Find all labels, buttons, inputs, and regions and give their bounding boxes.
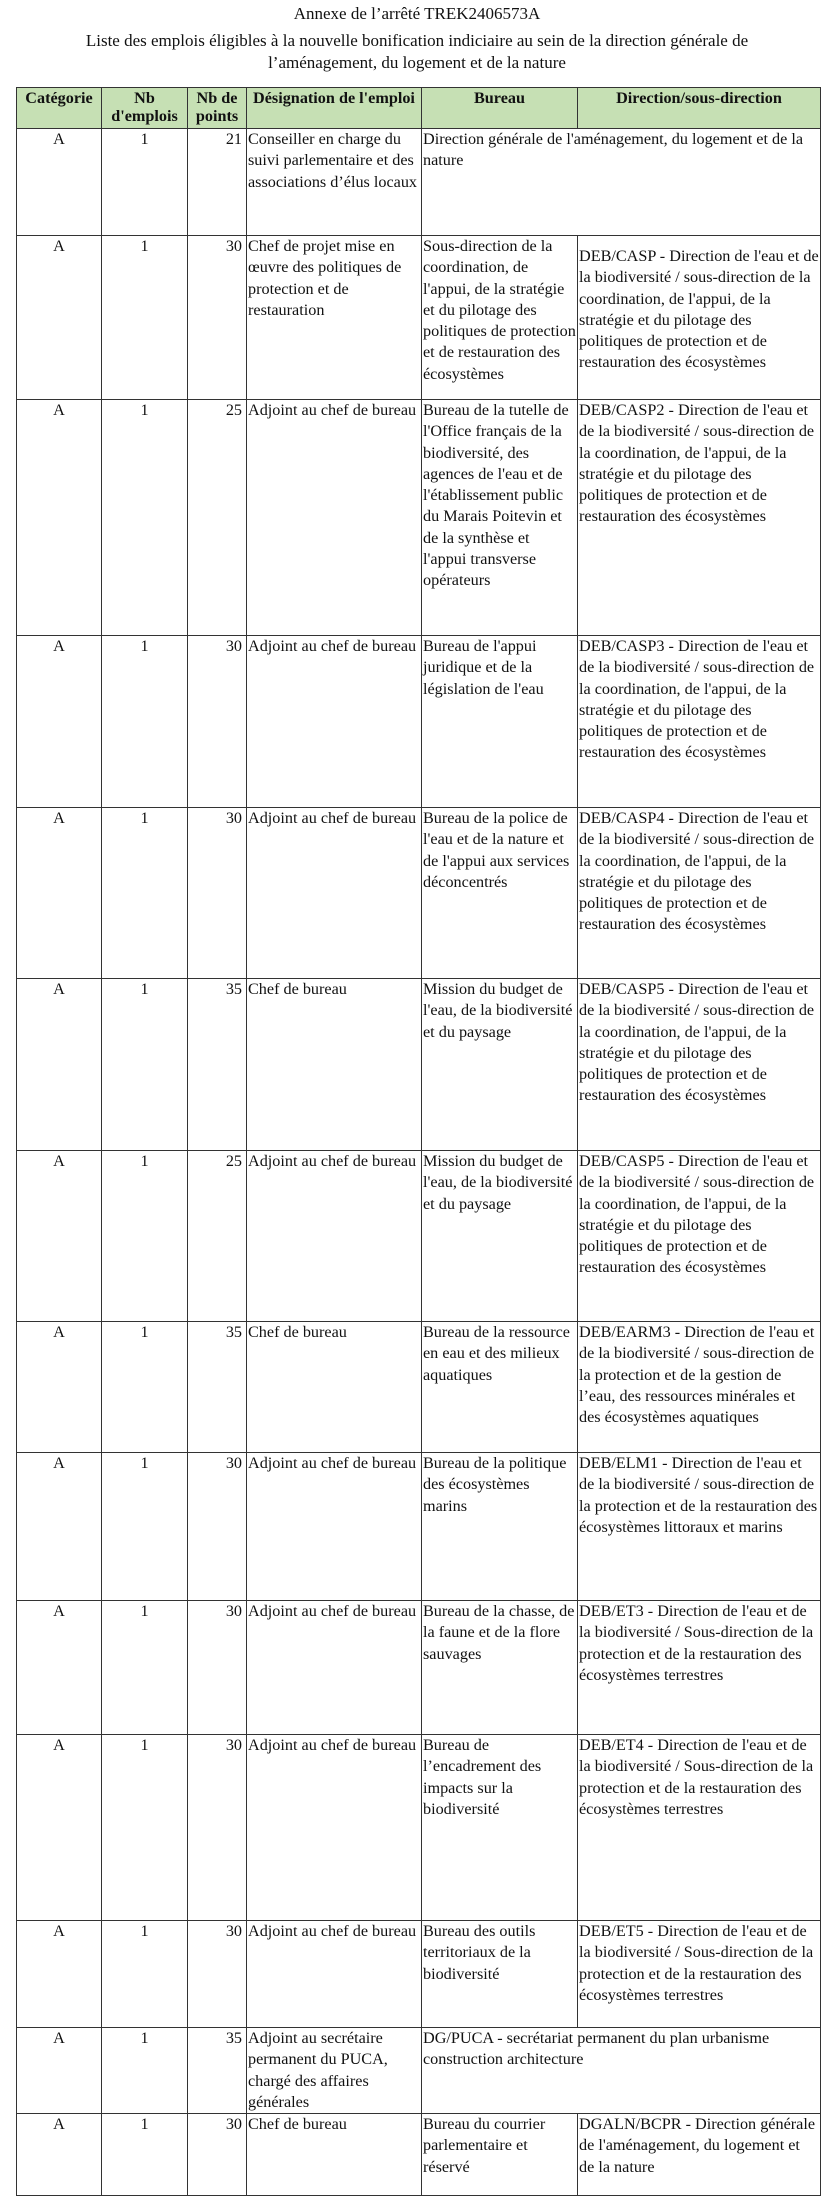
cell-categorie: A xyxy=(17,1921,102,2028)
cell-bureau: Bureau de la police de l'eau et de la nature et de l'appui aux services déconcentrés xyxy=(422,808,578,979)
cell-designation: Chef de projet mise en œuvre des politiques de protection et de restauration xyxy=(247,236,422,400)
cell-nb-points: 35 xyxy=(188,979,247,1151)
cell-designation: Adjoint au chef de bureau xyxy=(247,1453,422,1601)
cell-categorie: A xyxy=(17,400,102,636)
cell-categorie: A xyxy=(17,808,102,979)
cell-nb-emplois: 1 xyxy=(102,1601,188,1735)
cell-categorie: A xyxy=(17,1151,102,1322)
cell-categorie: A xyxy=(17,2028,102,2114)
cell-bureau-merged: Direction générale de l'aménagement, du logement et de la nature xyxy=(422,129,821,236)
cell-direction: DEB/ET5 - Direction de l'eau et de la biodiversité / Sous-direction de la protection et de la restauration des écosystèmes terrestres xyxy=(578,1921,821,2028)
cell-categorie: A xyxy=(17,129,102,236)
cell-nb-points: 30 xyxy=(188,636,247,808)
cell-categorie: A xyxy=(17,1735,102,1921)
table-row xyxy=(17,1735,821,1921)
cell-nb-emplois: 1 xyxy=(102,1151,188,1322)
cell-nb-emplois: 1 xyxy=(102,1735,188,1921)
cell-nb-emplois: 1 xyxy=(102,236,188,400)
cell-bureau: Sous-direction de la coordination, de l'appui, de la stratégie et du pilotage des politiques de protection et de restauration des écosystèmes xyxy=(422,236,578,400)
cell-categorie: A xyxy=(17,1453,102,1601)
cell-direction: DEB/CASP5 - Direction de l'eau et de la biodiversité / sous-direction de la coordination, de l'appui, de la stratégie et du pilotage des politiques de protection et de restauration des écosystèmes xyxy=(578,1151,821,1322)
cell-categorie: A xyxy=(17,1601,102,1735)
cell-categorie: A xyxy=(17,2114,102,2196)
cell-categorie: A xyxy=(17,979,102,1151)
table-row xyxy=(17,1921,821,2028)
table-row xyxy=(17,1322,821,1453)
table-row xyxy=(17,400,821,636)
cell-bureau: Mission du budget de l'eau, de la biodiversité et du paysage xyxy=(422,1151,578,1322)
cell-direction: DEB/EARM3 - Direction de l'eau et de la biodiversité / sous-direction de la protection et de la gestion de l’eau, des ressources minérales et des écosystèmes aquatiques xyxy=(578,1322,821,1453)
cell-categorie: A xyxy=(17,636,102,808)
cell-categorie: A xyxy=(17,1322,102,1453)
cell-nb-emplois: 1 xyxy=(102,979,188,1151)
cell-designation: Conseiller en charge du suivi parlementaire et des associations d’élus locaux xyxy=(247,129,422,236)
cell-bureau: Bureau de la tutelle de l'Office français de la biodiversité, des agences de l'eau et de l'établissement public du Marais Poitevin et de la synthèse et l'appui transverse opérateurs xyxy=(422,400,578,636)
cell-nb-emplois: 1 xyxy=(102,2114,188,2196)
cell-nb-points: 25 xyxy=(188,1151,247,1322)
table-row xyxy=(17,979,821,1151)
document-subtitle xyxy=(0,30,834,74)
subtitle-line-2: l’aménagement, du logement et de la nature xyxy=(268,53,566,72)
cell-nb-points: 35 xyxy=(188,2028,247,2114)
cell-bureau: Mission du budget de l'eau, de la biodiversité et du paysage xyxy=(422,979,578,1151)
cell-nb-points: 30 xyxy=(188,1453,247,1601)
subtitle-line-1: Liste des emplois éligibles à la nouvelle bonification indiciaire au sein de la direction générale de xyxy=(85,31,749,50)
cell-nb-points: 35 xyxy=(188,1322,247,1453)
cell-nb-points: 30 xyxy=(188,2114,247,2196)
cell-designation: Adjoint au secrétaire permanent du PUCA, chargé des affaires générales xyxy=(247,2028,422,2114)
table-row xyxy=(17,636,821,808)
cell-designation: Chef de bureau xyxy=(247,2114,422,2196)
cell-bureau: Bureau de la chasse, de la faune et de la flore sauvages xyxy=(422,1601,578,1735)
cell-designation: Adjoint au chef de bureau xyxy=(247,1921,422,2028)
cell-direction: DEB/CASP3 - Direction de l'eau et de la biodiversité / sous-direction de la coordination, de l'appui, de la stratégie et du pilotage des politiques de protection et de restauration des écosystèmes xyxy=(578,636,821,808)
cell-bureau: Bureau de la politique des écosystèmes marins xyxy=(422,1453,578,1601)
col-header-designation: Désignation de l'emploi xyxy=(247,88,422,129)
cell-designation: Adjoint au chef de bureau xyxy=(247,808,422,979)
cell-categorie: A xyxy=(17,236,102,400)
cell-bureau: Bureau du courrier parlementaire et réservé xyxy=(422,2114,578,2196)
col-header-bureau: Bureau xyxy=(422,88,578,129)
cell-nb-emplois: 1 xyxy=(102,129,188,236)
cell-direction: DEB/CASP5 - Direction de l'eau et de la biodiversité / sous-direction de la coordination, de l'appui, de la stratégie et du pilotage des politiques de protection et de restauration des écosystèmes xyxy=(578,979,821,1151)
cell-nb-emplois: 1 xyxy=(102,1921,188,2028)
cell-direction: DEB/CASP2 - Direction de l'eau et de la biodiversité / sous-direction de la coordination, de l'appui, de la stratégie et du pilotage des politiques de protection et de restauration des écosystèmes xyxy=(578,400,821,636)
table-row xyxy=(17,808,821,979)
table-row xyxy=(17,236,821,400)
cell-designation: Adjoint au chef de bureau xyxy=(247,636,422,808)
table-row xyxy=(17,129,821,236)
col-header-nb-emplois: Nb d'emplois xyxy=(102,88,188,129)
cell-nb-emplois: 1 xyxy=(102,808,188,979)
cell-nb-points: 21 xyxy=(188,129,247,236)
cell-nb-points: 25 xyxy=(188,400,247,636)
cell-designation: Chef de bureau xyxy=(247,979,422,1151)
cell-nb-emplois: 1 xyxy=(102,2028,188,2114)
col-header-direction: Direction/sous-direction xyxy=(578,88,821,129)
cell-designation: Adjoint au chef de bureau xyxy=(247,1151,422,1322)
cell-direction: DEB/CASP4 - Direction de l'eau et de la biodiversité / sous-direction de la coordination, de l'appui, de la stratégie et du pilotage des politiques de protection et de restauration des écosystèmes xyxy=(578,808,821,979)
cell-bureau: Bureau de l'appui juridique et de la législation de l'eau xyxy=(422,636,578,808)
cell-direction: DGALN/BCPR - Direction générale de l'aménagement, du logement et de la nature xyxy=(578,2114,821,2196)
cell-designation: Chef de bureau xyxy=(247,1322,422,1453)
table-row xyxy=(17,2114,821,2196)
cell-nb-points: 30 xyxy=(188,236,247,400)
cell-bureau: Bureau des outils territoriaux de la biodiversité xyxy=(422,1921,578,2028)
cell-nb-points: 30 xyxy=(188,1601,247,1735)
table-header-row xyxy=(17,88,821,129)
cell-bureau: Bureau de la ressource en eau et des milieux aquatiques xyxy=(422,1322,578,1453)
cell-nb-emplois: 1 xyxy=(102,636,188,808)
cell-designation: Adjoint au chef de bureau xyxy=(247,400,422,636)
cell-direction: DEB/ET4 - Direction de l'eau et de la biodiversité / Sous-direction de la protection et de la restauration des écosystèmes terrestres xyxy=(578,1735,821,1921)
cell-direction: DEB/ELM1 - Direction de l'eau et de la biodiversité / sous-direction de la protection et de la restauration des écosystèmes littoraux et marins xyxy=(578,1453,821,1601)
table-row xyxy=(17,1453,821,1601)
cell-designation: Adjoint au chef de bureau xyxy=(247,1735,422,1921)
table-row xyxy=(17,1151,821,1322)
cell-bureau: Bureau de l’encadrement des impacts sur la biodiversité xyxy=(422,1735,578,1921)
cell-direction: DEB/CASP - Direction de l'eau et de la biodiversité / sous-direction de la coordination, de l'appui, de la stratégie et du pilotage des politiques de protection et de restauration des écosystèmes xyxy=(578,236,821,400)
annex-title: Annexe de l’arrêté TREK2406573A xyxy=(293,4,541,23)
cell-direction: DEB/ET3 - Direction de l'eau et de la biodiversité / Sous-direction de la protection et de la restauration des écosystèmes terrestres xyxy=(578,1601,821,1735)
cell-nb-emplois: 1 xyxy=(102,1322,188,1453)
col-header-nb-points: Nb de points xyxy=(188,88,247,129)
cell-nb-emplois: 1 xyxy=(102,400,188,636)
table-row xyxy=(17,1601,821,1735)
col-header-categorie: Catégorie xyxy=(17,88,102,129)
cell-designation: Adjoint au chef de bureau xyxy=(247,1601,422,1735)
cell-bureau-merged: DG/PUCA - secrétariat permanent du plan urbanisme construction architecture xyxy=(422,2028,821,2114)
cell-nb-emplois: 1 xyxy=(102,1453,188,1601)
cell-nb-points: 30 xyxy=(188,1735,247,1921)
table-row xyxy=(17,2028,821,2114)
cell-nb-points: 30 xyxy=(188,808,247,979)
cell-nb-points: 30 xyxy=(188,1921,247,2028)
jobs-table xyxy=(16,87,821,2196)
